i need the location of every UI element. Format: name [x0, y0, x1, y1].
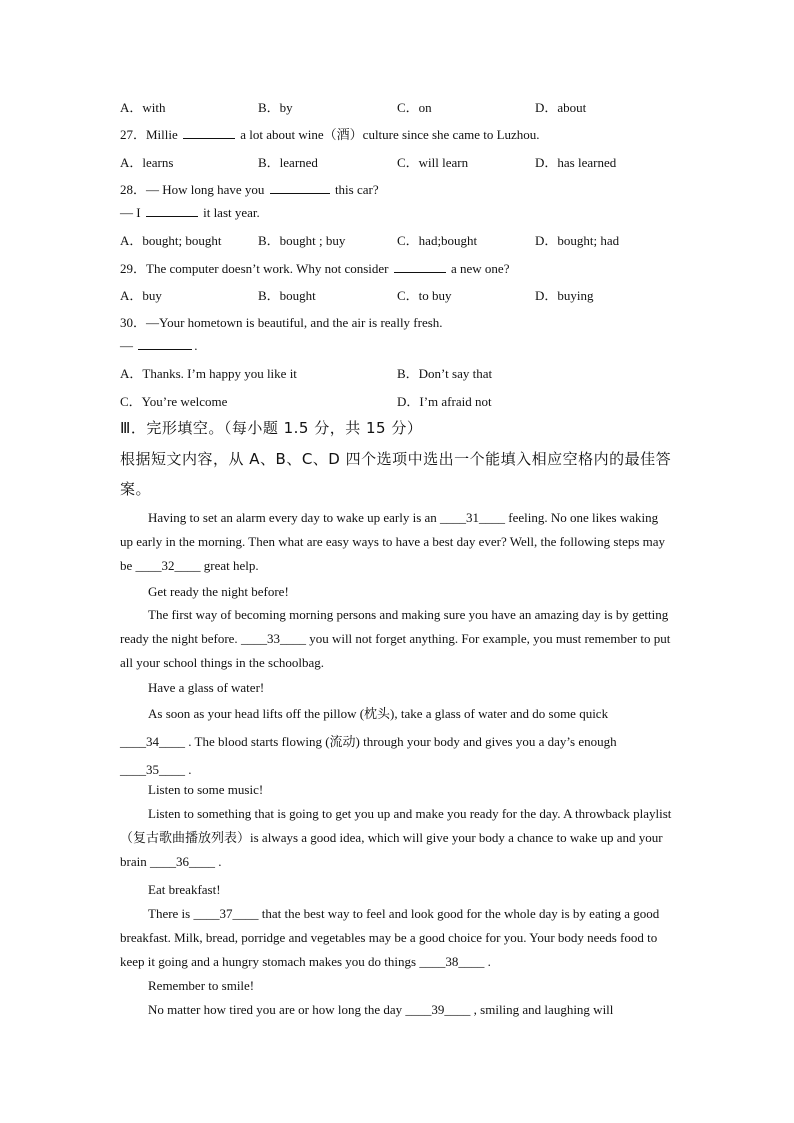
passage-text: you will not forget anything. For example, you must remember to put all your school things in the schoolbag. [120, 631, 671, 671]
subheading-breakfast: Eat breakfast! [148, 882, 221, 897]
subheading-water: Have a glass of water! [148, 680, 265, 695]
q29-option-a: A．buy [120, 288, 162, 303]
section-instruction: 根据短文内容，从 A、B、C、D 四个选项中选出一个能填入相应空格内的最佳答案。 [120, 450, 672, 498]
q29-stem-post: a new one? [451, 261, 510, 276]
passage-text: . [487, 954, 491, 970]
q28-blank-1 [270, 182, 330, 194]
passage-paragraph-4 [120, 802, 672, 875]
q27-option-c: C．will learn [397, 155, 469, 170]
blank-31: ____31____ [440, 510, 506, 525]
blank-32: ____32____ [135, 558, 201, 574]
passage-paragraph-3 [120, 700, 672, 784]
q27-stem-post: a lot about wine（酒）culture since she came to Luzhou. [240, 127, 540, 142]
q30-reply-post: . [194, 338, 198, 353]
q30-stem-line2 [120, 338, 198, 354]
q28-blank-2 [146, 205, 198, 217]
passage-text: The first way of becoming morning persons and making sure you have an amazing day is by getting ready the night before. [120, 607, 669, 647]
passage-text: feeling. No one likes waking up early in the morning. Then what are easy ways to have a best day ever? Well, the following steps may be [120, 510, 666, 574]
q28-stem-pre: 28．— How long have you [120, 182, 265, 197]
q30-option-b: B．Don’t say that [397, 366, 493, 381]
passage-paragraph-2 [120, 603, 672, 676]
passage-text: that the best way to feel and look good for the whole day is by eating a good breakfast. Milk, bread, porridge and vegetables may be a good choice for you. Your body needs food to keep it going and a hungry stomach makes you do things [120, 906, 660, 970]
q30-option-a: A．Thanks. I’m happy you like it [120, 366, 297, 381]
passage-text: great help. [203, 558, 259, 574]
q28-stem-line2 [120, 205, 260, 221]
passage-text: Listen to something that is going to get you up and make you ready for the day. A throwback playlist（复古歌曲播放列表）is always a good idea, which will give your body a chance to wake up and your brain [120, 806, 672, 870]
q30-stem-line1: 30．—Your hometown is beautiful, and the air is really fresh. [120, 315, 443, 330]
section-title: Ⅲ．完形填空。（每小题 1.5 分，共 15 分） [120, 419, 423, 437]
q30-reply-pre: — [120, 338, 133, 353]
q30-blank [138, 338, 192, 350]
subheading-smile: Remember to smile! [148, 978, 255, 993]
passage-text: No matter how tired you are or how long the day [148, 1002, 403, 1017]
blank-33: ____33____ [240, 631, 306, 647]
q26-option-d: D．about [535, 100, 587, 115]
q30-option-d: D．I’m afraid not [397, 394, 492, 409]
passage-text: , smiling and laughing will [473, 1002, 614, 1017]
passage-text: . [218, 854, 222, 870]
q28-stem-post: this car? [334, 182, 379, 197]
subheading-get-ready: Get ready the night before! [148, 584, 289, 599]
passage-paragraph-6 [120, 998, 672, 1022]
q26-option-a: A．with [120, 100, 166, 115]
q27-blank [183, 127, 235, 139]
passage-text: As soon as your head lifts off the pillow (枕头), take a glass of water and do some quick [148, 706, 609, 721]
passage-text: Having to set an alarm every day to wake up early is an [148, 510, 437, 525]
passage-paragraph-5 [120, 902, 672, 975]
passage-text: There is [148, 906, 191, 921]
q29-option-d: D．buying [535, 288, 594, 303]
q29-stem [120, 258, 509, 277]
blank-36: ____36____ [149, 854, 215, 870]
blank-34: ____34____ [120, 734, 185, 749]
q27-option-d: D．has learned [535, 155, 617, 170]
q28-option-a: A．bought; bought [120, 233, 222, 248]
q29-stem-pre: 29．The computer doesn’t work. Why not consider [120, 261, 389, 276]
q27-option-a: A．learns [120, 155, 174, 170]
q28-option-d: D．bought; had [535, 233, 620, 248]
q29-option-b: B．bought [258, 288, 316, 303]
q28-reply-pre: — I [120, 205, 141, 220]
q29-blank [394, 261, 446, 273]
q29-option-c: C．to buy [397, 288, 452, 303]
q27-stem-pre: 27．Millie [120, 127, 178, 142]
q27-option-b: B．learned [258, 155, 318, 170]
q26-option-b: B．by [258, 100, 293, 115]
passage-text: . [188, 762, 192, 777]
q28-option-b: B．bought ; buy [258, 233, 346, 248]
blank-38: ____38____ [419, 954, 485, 970]
q26-option-c: C．on [397, 100, 432, 115]
passage-text: . The blood starts flowing (流动) through your body and gives you a day’s enough [188, 734, 617, 749]
subheading-music: Listen to some music! [148, 782, 264, 797]
blank-35: ____35____ [120, 762, 185, 777]
q28-reply-post: it last year. [203, 205, 260, 220]
blank-37: ____37____ [193, 906, 259, 921]
q28-option-c: C．had;bought [397, 233, 478, 248]
q27-stem [120, 124, 540, 143]
blank-39: ____39____ [405, 1002, 471, 1017]
q30-option-c: C．You’re welcome [120, 394, 228, 409]
q28-stem-line1 [120, 179, 379, 198]
passage-paragraph-1 [120, 506, 672, 579]
